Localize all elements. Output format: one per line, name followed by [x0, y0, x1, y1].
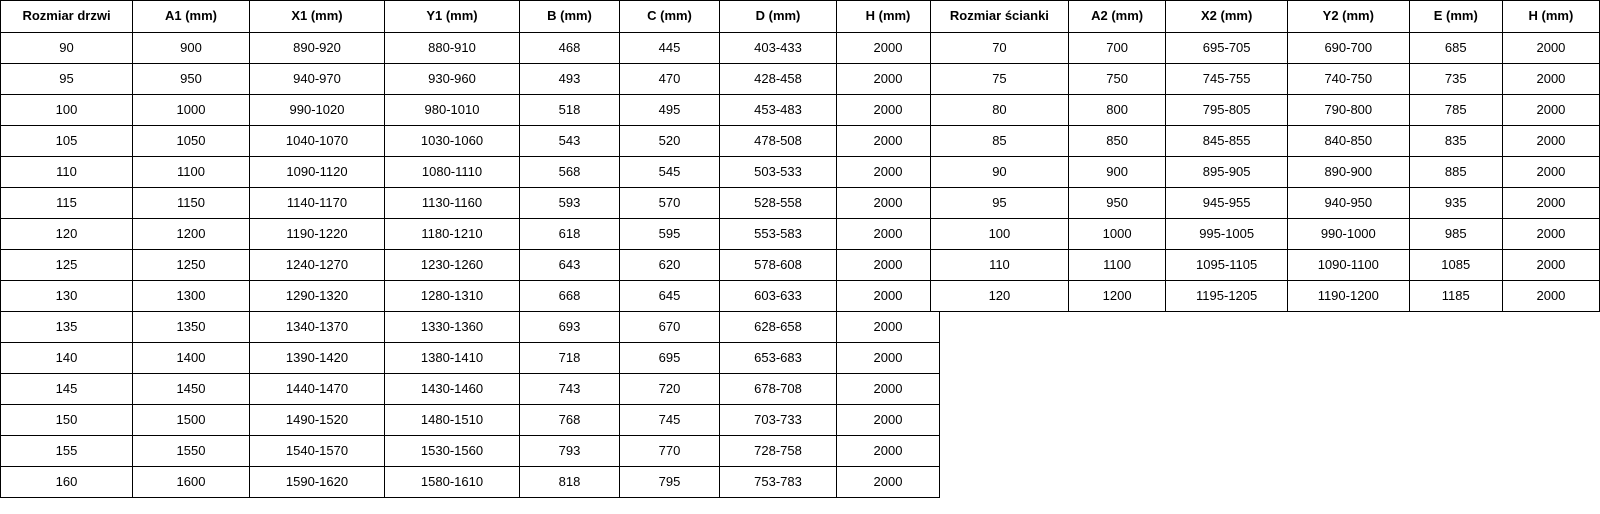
cell: 1050: [133, 126, 250, 157]
cell: 1000: [133, 95, 250, 126]
table-header-row: [1, 1, 940, 33]
cell: 950: [133, 64, 250, 95]
table-row: [1, 219, 940, 250]
cell: 110: [931, 250, 1069, 281]
cell: 1080-1110: [385, 157, 520, 188]
cell: 2000: [837, 312, 940, 343]
table-row: [1, 33, 940, 64]
cell: 1390-1420: [250, 343, 385, 374]
cell: 1500: [133, 405, 250, 436]
cell: 105: [1, 126, 133, 157]
cell: 2000: [837, 188, 940, 219]
cell: 2000: [1502, 126, 1599, 157]
cell: 1180-1210: [385, 219, 520, 250]
cell: 735: [1409, 64, 1502, 95]
cell: 125: [1, 250, 133, 281]
cell: 1090-1100: [1287, 250, 1409, 281]
cell: 85: [931, 126, 1069, 157]
column-header-e: E (mm): [1409, 1, 1502, 33]
cell: 528-558: [720, 188, 837, 219]
cell: 770: [620, 436, 720, 467]
cell: 668: [520, 281, 620, 312]
cell: 120: [931, 281, 1069, 312]
cell: 1195-1205: [1166, 281, 1288, 312]
doors-table-head: [1, 1, 940, 33]
cell: 1440-1470: [250, 374, 385, 405]
column-header-y1: Y1 (mm): [385, 1, 520, 33]
cell: 553-583: [720, 219, 837, 250]
cell: 478-508: [720, 126, 837, 157]
cell: 135: [1, 312, 133, 343]
cell: 1150: [133, 188, 250, 219]
cell: 645: [620, 281, 720, 312]
column-header-x1: X1 (mm): [250, 1, 385, 33]
cell: 1280-1310: [385, 281, 520, 312]
table-row: [1, 157, 940, 188]
cell: 1200: [133, 219, 250, 250]
cell: 750: [1068, 64, 1165, 95]
cell: 1590-1620: [250, 467, 385, 498]
cell: 695: [620, 343, 720, 374]
cell: 1190-1200: [1287, 281, 1409, 312]
table-row: [1, 343, 940, 374]
cell: 150: [1, 405, 133, 436]
column-header-door-size: Rozmiar drzwi: [1, 1, 133, 33]
cell: 1250: [133, 250, 250, 281]
cell: 703-733: [720, 405, 837, 436]
table-row: [1, 250, 940, 281]
cell: 468: [520, 33, 620, 64]
cell: 2000: [837, 374, 940, 405]
cell: 90: [1, 33, 133, 64]
cell: 1185: [1409, 281, 1502, 312]
cell: 685: [1409, 33, 1502, 64]
table-row: [1, 281, 940, 312]
cell: 2000: [837, 436, 940, 467]
column-header-d: D (mm): [720, 1, 837, 33]
cell: 130: [1, 281, 133, 312]
cell: 995-1005: [1166, 219, 1288, 250]
cell: 653-683: [720, 343, 837, 374]
cell: 768: [520, 405, 620, 436]
cell: 593: [520, 188, 620, 219]
cell: 895-905: [1166, 157, 1288, 188]
cell: 700: [1068, 33, 1165, 64]
cell: 1240-1270: [250, 250, 385, 281]
cell: 1480-1510: [385, 405, 520, 436]
table-row: [931, 33, 1600, 64]
cell: 2000: [837, 281, 940, 312]
cell: 145: [1, 374, 133, 405]
cell: 2000: [837, 219, 940, 250]
cell: 940-950: [1287, 188, 1409, 219]
cell: 1090-1120: [250, 157, 385, 188]
cell: 578-608: [720, 250, 837, 281]
cell: 950: [1068, 188, 1165, 219]
cell: 2000: [1502, 219, 1599, 250]
cell: 900: [1068, 157, 1165, 188]
cell: 1340-1370: [250, 312, 385, 343]
cell: 945-955: [1166, 188, 1288, 219]
cell: 70: [931, 33, 1069, 64]
cell: 793: [520, 436, 620, 467]
cell: 1000: [1068, 219, 1165, 250]
cell: 695-705: [1166, 33, 1288, 64]
cell: 90: [931, 157, 1069, 188]
table-row: [931, 126, 1600, 157]
cell: 785: [1409, 95, 1502, 126]
cell: 2000: [1502, 188, 1599, 219]
table-row: [1, 64, 940, 95]
column-header-a2: A2 (mm): [1068, 1, 1165, 33]
cell: 80: [931, 95, 1069, 126]
cell: 95: [931, 188, 1069, 219]
column-header-c: C (mm): [620, 1, 720, 33]
cell: 518: [520, 95, 620, 126]
walls-table-head: [931, 1, 1600, 33]
cell: 595: [620, 219, 720, 250]
cell: 120: [1, 219, 133, 250]
cell: 1350: [133, 312, 250, 343]
cell: 1290-1320: [250, 281, 385, 312]
cell: 520: [620, 126, 720, 157]
cell: 940-970: [250, 64, 385, 95]
column-header-a1: A1 (mm): [133, 1, 250, 33]
cell: 818: [520, 467, 620, 498]
wall-size-table: [930, 0, 1600, 312]
table-row: [931, 157, 1600, 188]
cell: 1540-1570: [250, 436, 385, 467]
cell: 75: [931, 64, 1069, 95]
cell: 980-1010: [385, 95, 520, 126]
cell: 160: [1, 467, 133, 498]
cell: 900: [133, 33, 250, 64]
cell: 1330-1360: [385, 312, 520, 343]
cell: 990-1000: [1287, 219, 1409, 250]
cell: 643: [520, 250, 620, 281]
cell: 850: [1068, 126, 1165, 157]
cell: 2000: [837, 64, 940, 95]
column-header-wall-size: Rozmiar ścianki: [931, 1, 1069, 33]
table-row: [931, 281, 1600, 312]
cell: 568: [520, 157, 620, 188]
table-row: [1, 126, 940, 157]
cell: 453-483: [720, 95, 837, 126]
cell: 403-433: [720, 33, 837, 64]
cell: 2000: [1502, 64, 1599, 95]
cell: 885: [1409, 157, 1502, 188]
cell: 935: [1409, 188, 1502, 219]
cell: 545: [620, 157, 720, 188]
cell: 795-805: [1166, 95, 1288, 126]
cell: 2000: [1502, 250, 1599, 281]
cell: 890-920: [250, 33, 385, 64]
cell: 1530-1560: [385, 436, 520, 467]
cell: 2000: [837, 33, 940, 64]
cell: 100: [1, 95, 133, 126]
cell: 2000: [837, 126, 940, 157]
cell: 1400: [133, 343, 250, 374]
cell: 618: [520, 219, 620, 250]
cell: 880-910: [385, 33, 520, 64]
cell: 2000: [837, 250, 940, 281]
cell: 1085: [1409, 250, 1502, 281]
cell: 628-658: [720, 312, 837, 343]
cell: 1030-1060: [385, 126, 520, 157]
cell: 678-708: [720, 374, 837, 405]
cell: 1580-1610: [385, 467, 520, 498]
cell: 930-960: [385, 64, 520, 95]
table-row: [931, 64, 1600, 95]
cell: 743: [520, 374, 620, 405]
cell: 620: [620, 250, 720, 281]
cell: 110: [1, 157, 133, 188]
cell: 840-850: [1287, 126, 1409, 157]
cell: 2000: [837, 95, 940, 126]
cell: 835: [1409, 126, 1502, 157]
cell: 1550: [133, 436, 250, 467]
cell: 603-633: [720, 281, 837, 312]
column-header-x2: X2 (mm): [1166, 1, 1288, 33]
cell: 2000: [837, 157, 940, 188]
cell: 1140-1170: [250, 188, 385, 219]
table-row: [1, 312, 940, 343]
cell: 2000: [837, 467, 940, 498]
table-row: [1, 188, 940, 219]
table-row: [931, 219, 1600, 250]
table-row: [931, 95, 1600, 126]
cell: 800: [1068, 95, 1165, 126]
table-row: [1, 467, 940, 498]
cell: 718: [520, 343, 620, 374]
column-header-h: H (mm): [1502, 1, 1599, 33]
table-row: [1, 436, 940, 467]
cell: 990-1020: [250, 95, 385, 126]
cell: 890-900: [1287, 157, 1409, 188]
cell: 845-855: [1166, 126, 1288, 157]
column-header-h: H (mm): [837, 1, 940, 33]
cell: 1100: [133, 157, 250, 188]
cell: 428-458: [720, 64, 837, 95]
cell: 1490-1520: [250, 405, 385, 436]
cell: 795: [620, 467, 720, 498]
cell: 495: [620, 95, 720, 126]
cell: 2000: [1502, 33, 1599, 64]
cell: 445: [620, 33, 720, 64]
cell: 728-758: [720, 436, 837, 467]
cell: 493: [520, 64, 620, 95]
walls-table-body: [931, 33, 1600, 312]
cell: 1380-1410: [385, 343, 520, 374]
cell: 745-755: [1166, 64, 1288, 95]
cell: 1430-1460: [385, 374, 520, 405]
column-header-y2: Y2 (mm): [1287, 1, 1409, 33]
column-header-b: B (mm): [520, 1, 620, 33]
cell: 100: [931, 219, 1069, 250]
cell: 670: [620, 312, 720, 343]
cell: 1230-1260: [385, 250, 520, 281]
table-row: [931, 188, 1600, 219]
table-row: [1, 95, 940, 126]
cell: 720: [620, 374, 720, 405]
cell: 503-533: [720, 157, 837, 188]
table-header-row: [931, 1, 1600, 33]
cell: 95: [1, 64, 133, 95]
table-row: [1, 405, 940, 436]
cell: 1095-1105: [1166, 250, 1288, 281]
cell: 2000: [1502, 157, 1599, 188]
cell: 693: [520, 312, 620, 343]
cell: 690-700: [1287, 33, 1409, 64]
cell: 543: [520, 126, 620, 157]
wall-size-table-container: [930, 0, 1600, 312]
cell: 753-783: [720, 467, 837, 498]
cell: 2000: [837, 405, 940, 436]
cell: 1100: [1068, 250, 1165, 281]
cell: 155: [1, 436, 133, 467]
cell: 985: [1409, 219, 1502, 250]
cell: 1040-1070: [250, 126, 385, 157]
cell: 1600: [133, 467, 250, 498]
cell: 2000: [1502, 281, 1599, 312]
doors-table-body: [1, 33, 940, 498]
cell: 740-750: [1287, 64, 1409, 95]
cell: 790-800: [1287, 95, 1409, 126]
cell: 470: [620, 64, 720, 95]
cell: 115: [1, 188, 133, 219]
cell: 140: [1, 343, 133, 374]
cell: 1300: [133, 281, 250, 312]
cell: 1450: [133, 374, 250, 405]
cell: 570: [620, 188, 720, 219]
cell: 1130-1160: [385, 188, 520, 219]
cell: 1200: [1068, 281, 1165, 312]
table-row: [931, 250, 1600, 281]
cell: 2000: [1502, 95, 1599, 126]
cell: 2000: [837, 343, 940, 374]
cell: 745: [620, 405, 720, 436]
cell: 1190-1220: [250, 219, 385, 250]
table-row: [1, 374, 940, 405]
